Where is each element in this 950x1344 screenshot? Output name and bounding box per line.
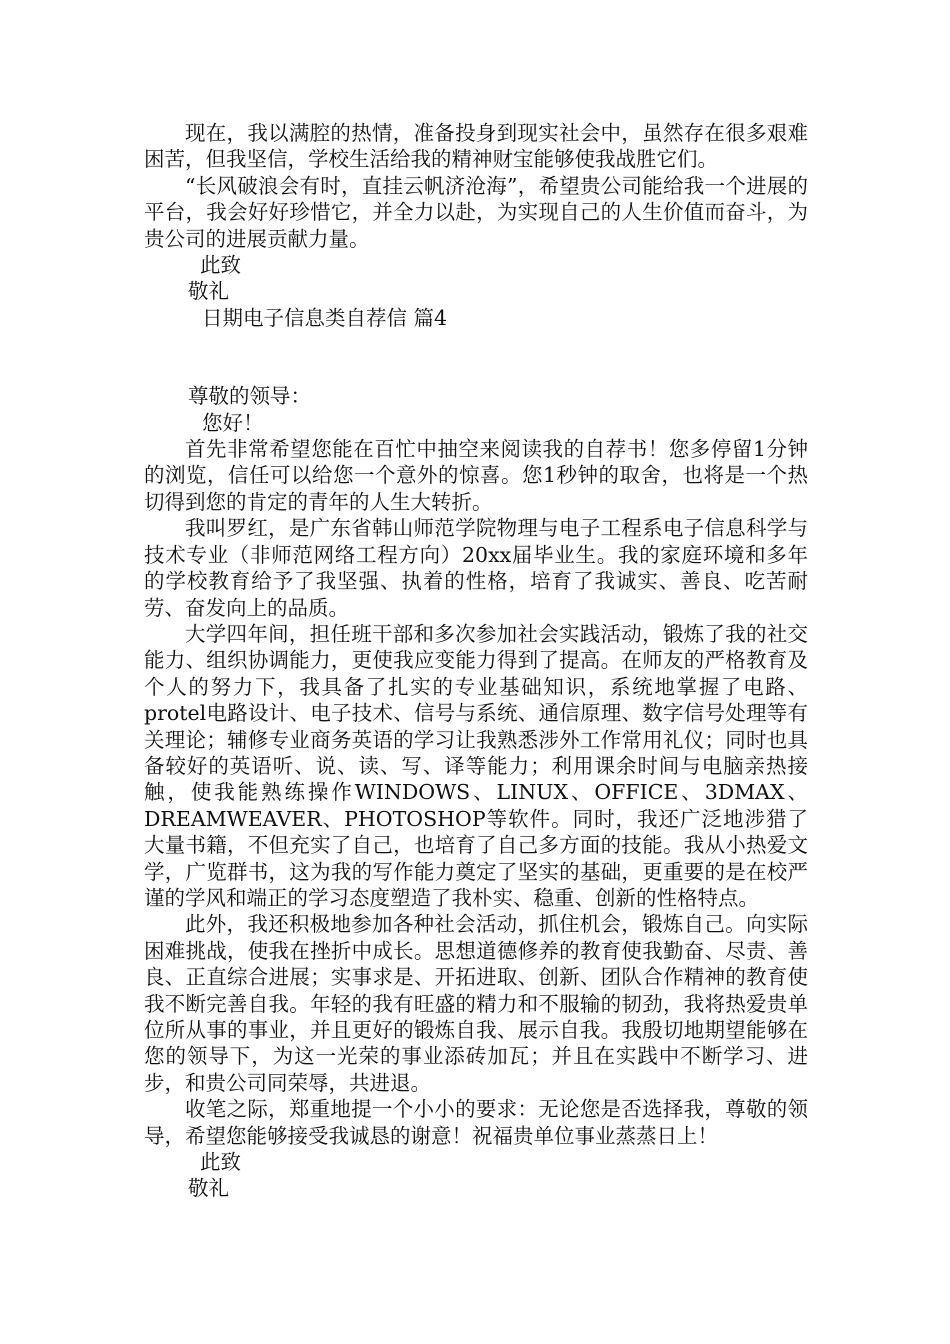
letter-paragraph: 大学四年间，担任班干部和多次参加社会实践活动，锻炼了我的社交能力、组织协调能力，更使我应变能力得到了提高。在师友的严格教育及个人的努力下，我具备了扎实的专业基础知识，系统地掌握了电路、protel电路设计、电子技术、信号与系统、通信原理、数字信号处理等有关理论；辅修专业商务英语的学习让我熟悉涉外工作常用礼仪；同时也具备较好的英语听、说、读、写、译等能力；利用课余时间与电脑亲热接触，使我能熟练操作WINDOWS、LINUX、OFFICE、3DMAX、DREAMWEAVER、PHOTOSHOP等软件。同时，我还广泛地涉猎了大量书籍，不但充实了自己，也培育了自己多方面的技能。我从小热爱文学，广览群书，这为我的写作能力奠定了坚实的基础，更重要的是在校严谨的学风和端正的学习态度塑造了我朴实、稳重、创新的性格特点。 [144, 621, 808, 910]
letter-paragraph: 此外，我还积极地参加各种社会活动，抓住机会，锻炼自己。向实际困难挑战，使我在挫折中成长。思想道德修养的教育使我勤奋、尽责、善良、正直综合进展；实事求是、开拓进取、创新、团队合作精神的教育使我不断完善自我。年轻的我有旺盛的精力和不服输的韧劲，我将热爱贵单位所从事的事业，并且更好的锻炼自我、展示自我。我殷切地期望能够在您的领导下，为这一光荣的事业添砖加瓦；并且在实践中不断学习、进步，和贵公司同荣辱，共进退。 [144, 912, 808, 1095]
letter-paragraph: 现在，我以满腔的热情，准备投身到现实社会中，虽然存在很多艰难困苦，但我坚信，学校生活给我的精神财宝能够使我战胜它们。 [144, 121, 808, 172]
letter-paragraph: 收笔之际，郑重地提一个小小的要求：无论您是否选择我，尊敬的领导，希望您能够接受我诚恳的谢意！祝福贵单位事业蒸蒸日上！ [144, 1097, 808, 1148]
letter-paragraph: 首先非常希望您能在百忙中抽空来阅读我的自荐书！您多停留1分钟的浏览，信任可以给您一个意外的惊喜。您1秒钟的取舍，也将是一个热切得到您的肯定的青年的人生大转折。 [144, 437, 808, 514]
section-spacer [144, 331, 808, 383]
greeting-line: 您好！ [202, 410, 264, 435]
closing-line: 此致 [200, 1150, 241, 1175]
salute-line: 敬礼 [188, 1176, 229, 1201]
section-title: 日期电子信息类自荐信 篇4 [202, 305, 448, 330]
letter-paragraph: 我叫罗红，是广东省韩山师范学院物理与电子工程系电子信息科学与技术专业（非师范网络工程方向）20xx届毕业生。我的家庭环境和多年的学校教育给予了我坚强、执着的性格，培育了我诚实、善良、吃苦耐劳、奋发向上的品质。 [144, 516, 808, 620]
addressee-line: 尊敬的领导： [188, 384, 311, 409]
closing-line: 此致 [200, 253, 241, 278]
salute-line: 敬礼 [188, 279, 229, 304]
document-page [144, 120, 808, 1202]
letter-paragraph: “长风破浪会有时，直挂云帆济沧海”，希望贵公司能给我一个进展的平台，我会好好珍惜它，并全力以赴，为实现自己的人生价值而奋斗，为贵公司的进展贡献力量。 [144, 173, 808, 251]
